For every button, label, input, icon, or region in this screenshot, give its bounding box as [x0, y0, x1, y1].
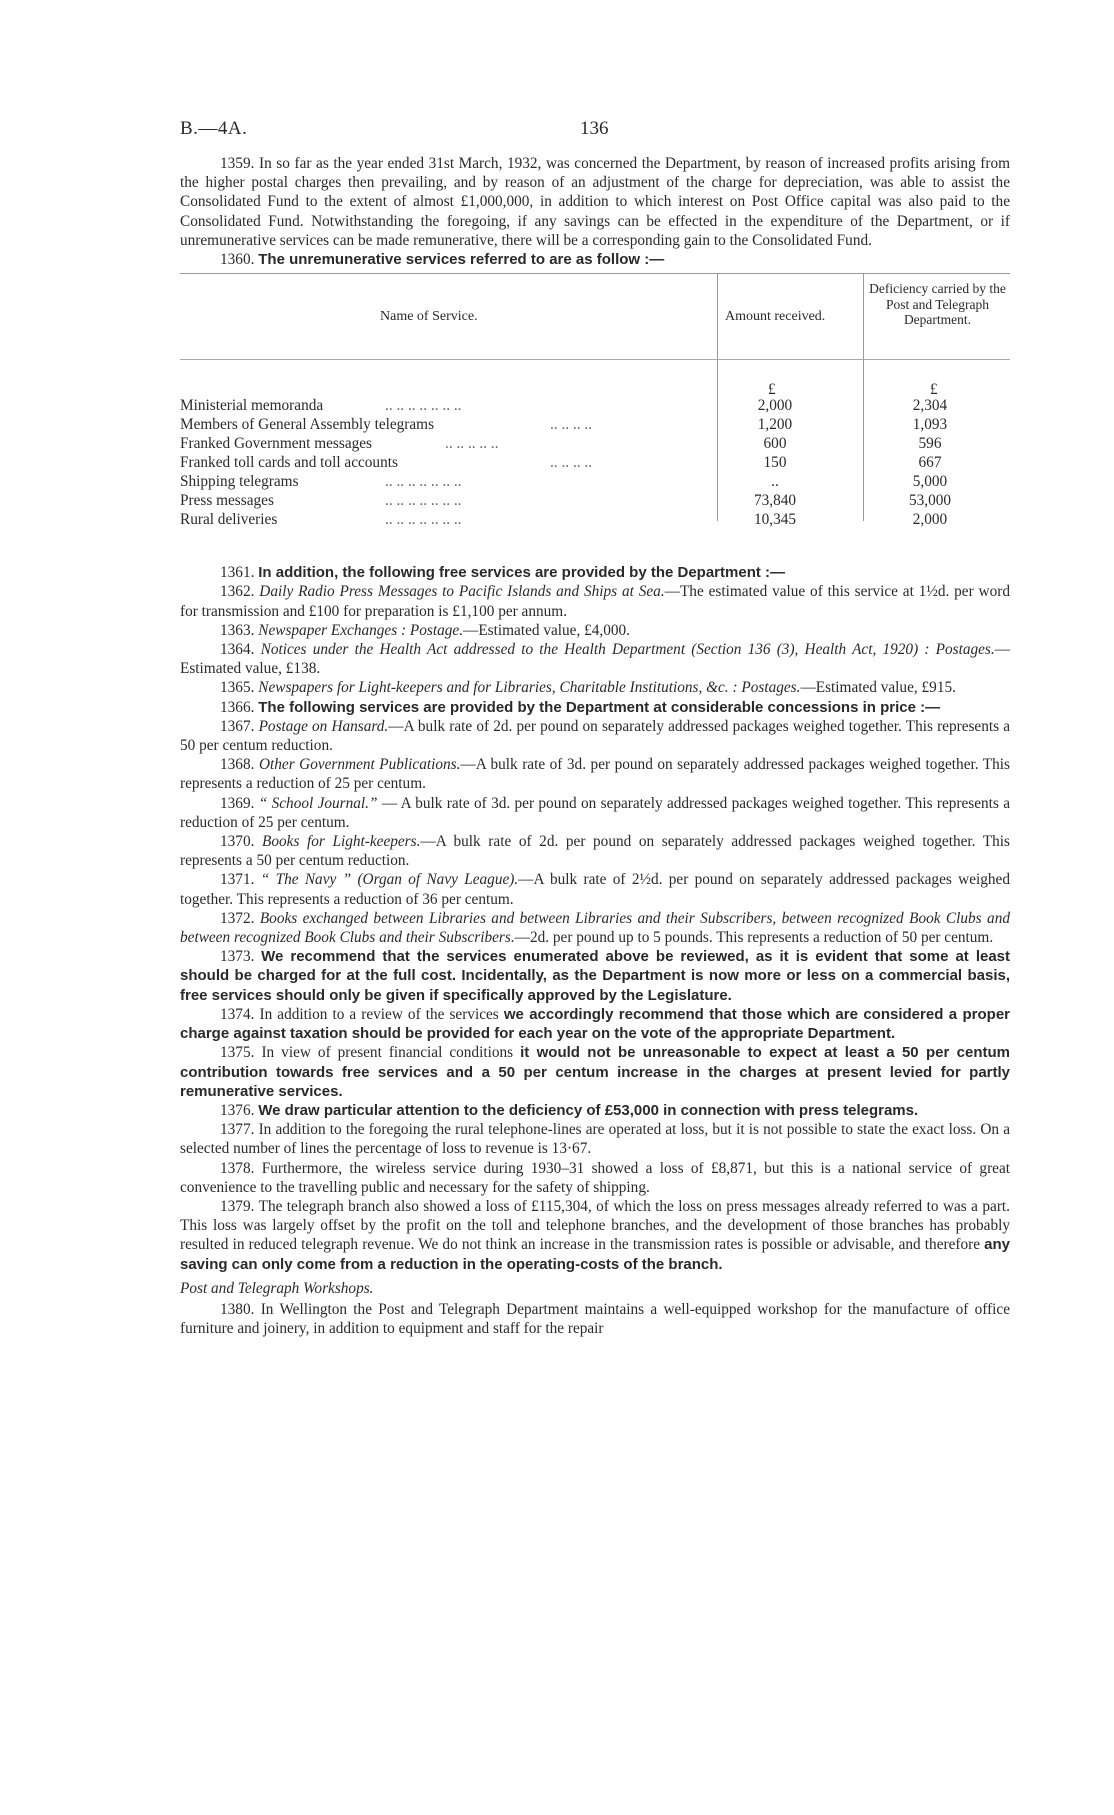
paragraph-1375: 1375. In view of present financial conditions it would not be unreasonable to expect at least a 50 per centum contribution towards free services and a 50 per centum increase in the charges at present levied for partly remunerative services.: [180, 1044, 1011, 1100]
deficiency-value: 1,093: [912, 416, 948, 434]
document-reference: B.—4A.: [180, 118, 248, 139]
service-name: Ministerial memoranda: [180, 397, 324, 415]
paragraph-1370: 1370. Books for Light-keepers.—A bulk rate of 2d. per pound on separately addressed packages weighed together. This represents a 50 per centum reduction.: [180, 833, 1010, 870]
amount-received: 2,000: [757, 397, 793, 415]
table-header-rule: [180, 359, 1010, 360]
dot-leaders: .. .. .. .. .. .. ..: [385, 473, 462, 491]
paragraph-1376: 1376. We draw particular attention to the deficiency of £53,000 in connection with press telegrams.: [220, 1101, 919, 1119]
table-row: [180, 435, 1010, 454]
paragraph-1369: 1369. “ School Journal.” — A bulk rate of 3d. per pound on separately addressed packages weighed together. This represents a reduction of 25 per centum.: [180, 794, 1010, 831]
table-row: [180, 416, 1010, 435]
paragraph-1359: 1359. In so far as the year ended 31st March, 1932, was concerned the Department, by reason of increased profits arising from the higher postal charges then prevailing, and by reason of an adjustment of the charge for depreciation, was able to assist the Consolidated Fund to the extent of almost £1,000,000, in addition to which interest on Post Office capital was also paid to the Consolidated Fund. Notwithstanding the foregoing, if any savings can be effected in the expenditure of the Department, or if unremunerative services can be made remunerative, there will be a corresponding gain to the Consolidated Fund.: [180, 155, 1010, 249]
service-name: Members of General Assembly telegrams: [180, 416, 435, 434]
currency-symbol-amount: £: [768, 381, 776, 399]
paragraph-1380: 1380. In Wellington the Post and Telegraph Department maintains a well-equipped workshop for the manufacture of office furniture and joinery, in addition to equipment and staff for the repair: [180, 1300, 1011, 1337]
deficiency-value: 53,000: [908, 492, 952, 510]
paragraph-1379: 1379. The telegraph branch also showed a loss of £115,304, of which the loss on press messages already referred to was a part. This loss was largely offset by the profit on the toll and telephone branches, and the development of those branches has probably resulted in reduced telegraph revenue. We do not think an increase in the transmission rates is possible or advisable, and therefore any saving can only come from a reduction in the operating-costs of the branch.: [180, 1197, 1011, 1273]
column-header-name: Name of Service.: [380, 309, 478, 325]
paragraph-1377: 1377. In addition to the foregoing the rural telephone-lines are operated at loss, but it is not possible to state the exact loss. On a selected number of lines the percentage of loss to revenue is 13·67.: [180, 1121, 1010, 1158]
paragraph-1368: 1368. Other Government Publications.—A bulk rate of 3d. per pound on separately addressed packages weighed together. This represents a reduction of 25 per centum.: [180, 756, 1010, 793]
currency-symbol-deficiency: £: [930, 381, 938, 399]
amount-received: 600: [763, 435, 787, 453]
paragraph-1378: 1378. Furthermore, the wireless service during 1930–31 showed a loss of £8,871, but this is a national service of great convenience to the travelling public and necessary for the safety of shipping.: [180, 1159, 1010, 1196]
dot-leaders: .. .. .. .. .. .. ..: [385, 492, 462, 510]
amount-received: ..: [771, 473, 779, 491]
paragraph-1363: 1363. Newspaper Exchanges : Postage.—Estimated value, £4,000.: [220, 621, 630, 639]
dot-leaders: .. .. .. ..: [550, 416, 593, 434]
paragraph-1367: 1367. Postage on Hansard.—A bulk rate of 2d. per pound on separately addressed packages weighed together. This represents a 50 per centum reduction.: [180, 717, 1011, 755]
table-row: [180, 511, 1010, 530]
document-page: [180, 118, 1010, 1338]
dot-leaders: .. .. .. ..: [550, 454, 593, 472]
page-header: [180, 118, 1010, 154]
deficiency-value: 2,304: [912, 397, 948, 415]
table-row: [180, 397, 1010, 416]
amount-received: 150: [763, 454, 787, 472]
deficiency-value: 2,000: [912, 511, 948, 529]
service-name: Rural deliveries: [180, 511, 278, 529]
paragraph-1365: 1365. Newspapers for Light-keepers and for Libraries, Charitable Institutions, &c. : Postages.—Estimated value, £915.: [220, 679, 956, 697]
deficiency-value: 596: [918, 435, 942, 453]
table-row: [180, 473, 1010, 492]
service-name: Franked toll cards and toll accounts: [180, 454, 398, 472]
table-row: [180, 492, 1010, 511]
table-top-rule: [180, 273, 1010, 274]
table-row: [180, 454, 1010, 473]
service-name: Franked Government messages: [180, 435, 373, 453]
unremunerative-services-table: [180, 273, 1010, 563]
page-number: 136: [580, 118, 609, 139]
amount-received: 73,840: [753, 492, 797, 510]
paragraph-1366: 1366. The following services are provided by the Department at considerable concessions in price :—: [220, 698, 941, 716]
dot-leaders: .. .. .. .. .. .. ..: [385, 397, 462, 415]
section-heading: Post and Telegraph Workshops.: [180, 1279, 374, 1297]
service-name: Shipping telegrams: [180, 473, 299, 491]
deficiency-value: 667: [918, 454, 942, 472]
paragraph-1373: 1373. We recommend that the services enumerated above be reviewed, as it is evident that some at least should be charged for at the full cost. Incidentally, as the Department is now more or less on a commercial basis, free services should only be given if specifically approved by the Legislature.: [180, 948, 1011, 1004]
paragraph-1360: 1360. The unremunerative services referred to are as follow :—: [220, 251, 665, 269]
dot-leaders: .. .. .. .. ..: [445, 435, 499, 453]
paragraph-1362: 1362. Daily Radio Press Messages to Pacific Islands and Ships at Sea.—The estimated value of this service at 1½d. per word for transmission and £100 for preparation is £1,100 per annum.: [180, 583, 1010, 620]
paragraph-1371: 1371. “ The Navy ” (Organ of Navy League).—A bulk rate of 2½d. per pound on separately addressed packages weighed together. This represents a reduction of 36 per centum.: [180, 871, 1010, 908]
column-header-deficiency: Deficiency carried by the Post and Telegraph Department.: [869, 281, 1006, 328]
service-name: Press messages: [180, 492, 274, 510]
paragraph-1361: 1361. In addition, the following free services are provided by the Department :—: [220, 564, 786, 582]
deficiency-value: 5,000: [912, 473, 948, 491]
paragraph-1372: 1372. Books exchanged between Libraries and between Libraries and their Subscribers, between recognized Book Clubs and between recognized Book Clubs and their Subscribers.—2d. per pound up to 5 pounds. This represents a reduction of 50 per centum.: [180, 909, 1010, 947]
dot-leaders: .. .. .. .. .. .. ..: [385, 511, 462, 529]
paragraph-1364: 1364. Notices under the Health Act addressed to the Health Department (Section 136 (3), Health Act, 1920) : Postages.—Estimated value, £138.: [180, 641, 1010, 678]
amount-received: 1,200: [757, 416, 793, 434]
amount-received: 10,345: [753, 511, 797, 529]
paragraph-1374: 1374. In addition to a review of the services we accordingly recommend that those which are considered a proper charge against taxation should be provided for each year on the vote of the appropriate Department.: [180, 1005, 1011, 1043]
column-header-amount: Amount received.: [725, 309, 826, 325]
